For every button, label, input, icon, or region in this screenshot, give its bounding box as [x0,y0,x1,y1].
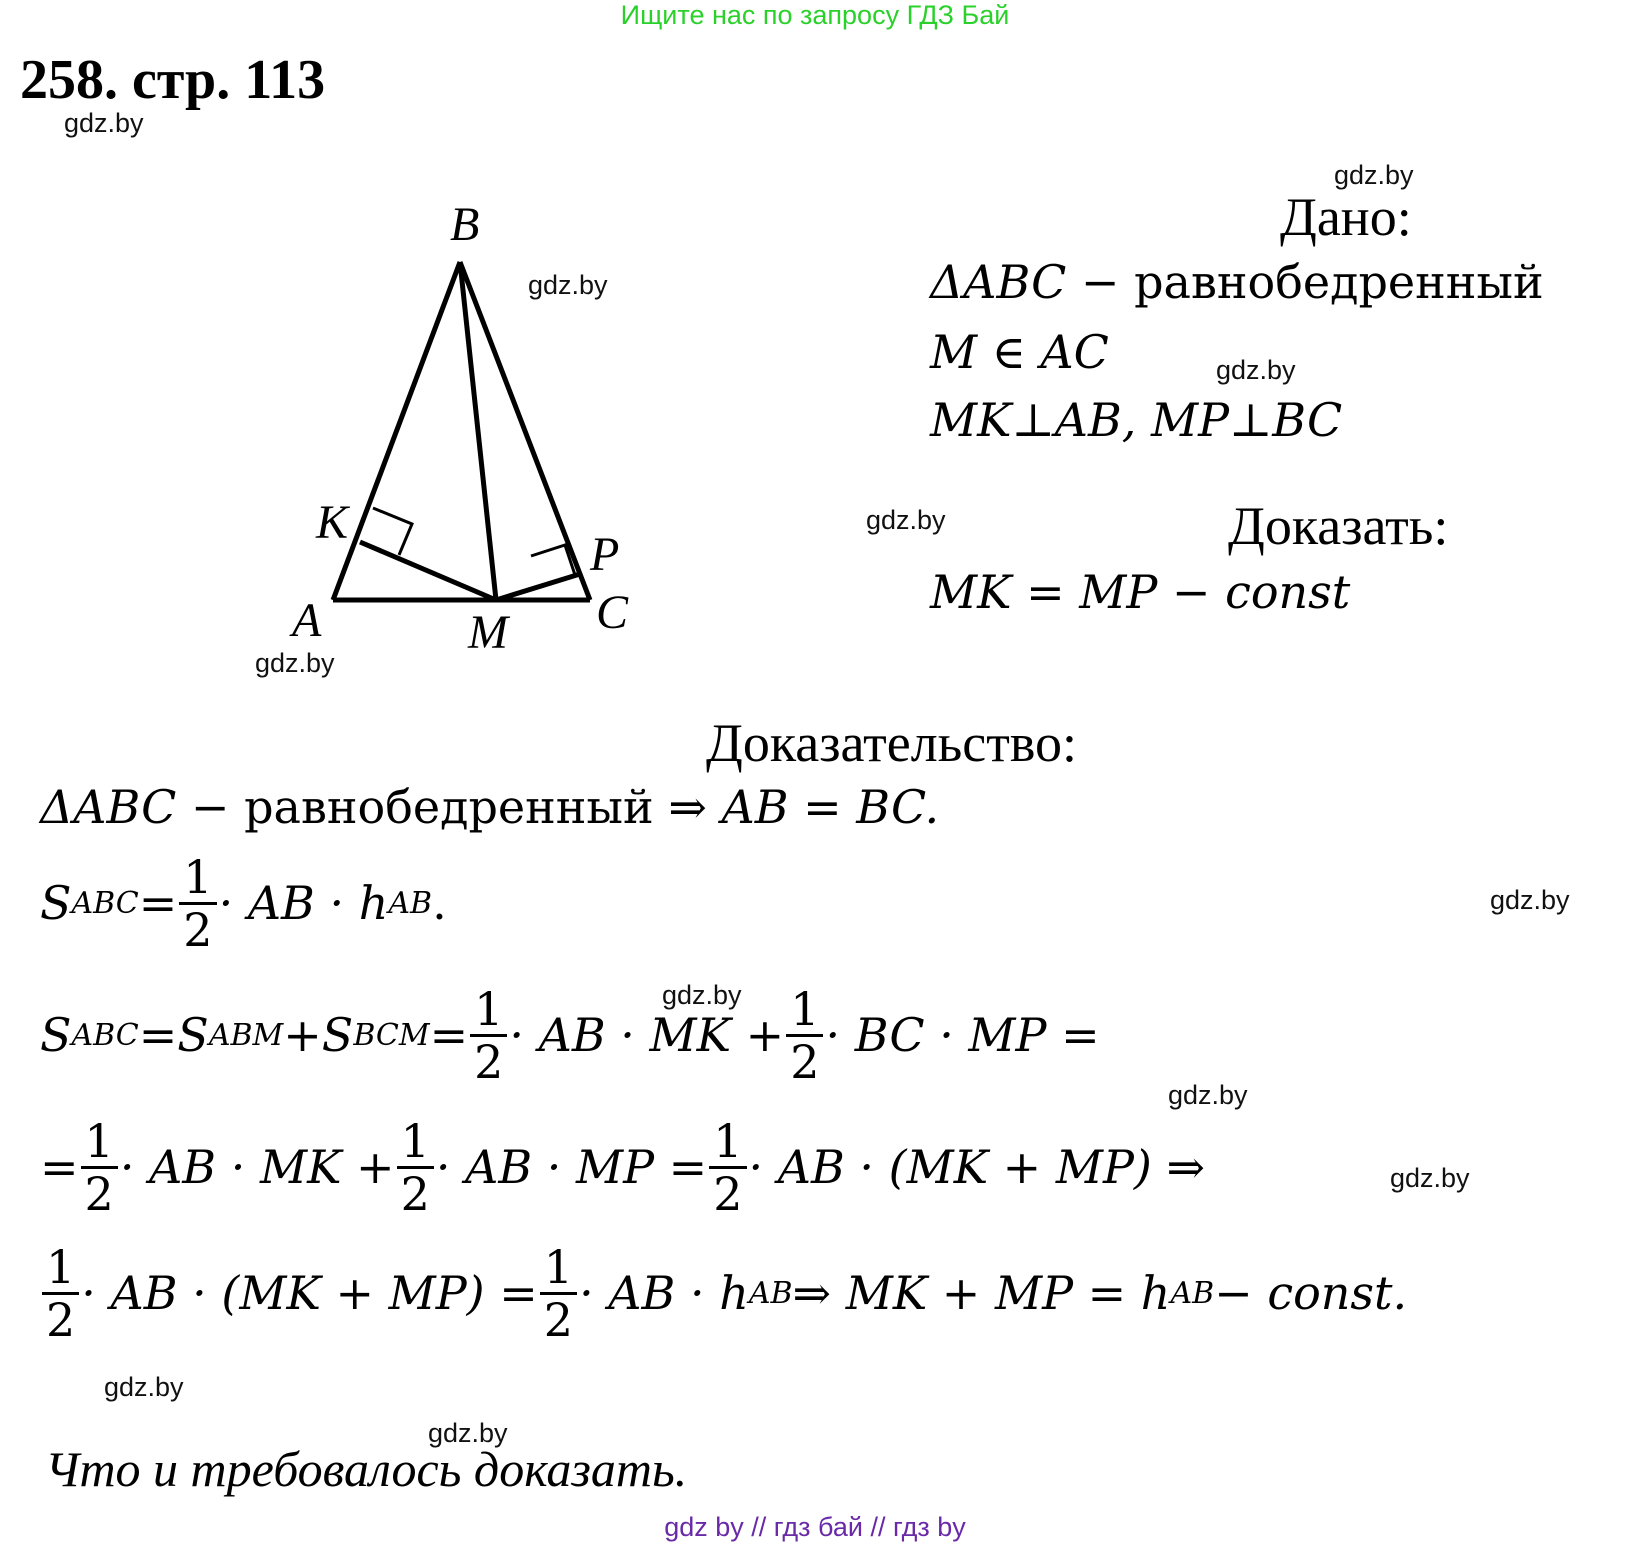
product-ab-h: · AB · h [218,876,389,930]
prove-statement: MK = MP − const [930,565,1351,619]
watermark: gdz.by [662,980,742,1010]
proof-line-4: = $\frac{1}{2}$ · AB · MK + $\frac{1}{2}$ · AB · MP = $\frac{1}{2}$ · AB · (MK + MP) ⇒ [40,1113,1206,1221]
fraction-half: $\frac{1}{2}$ [786,984,823,1087]
label-a: A [292,594,322,647]
proof-heading: Доказательство: [706,713,1077,773]
proof-line-5: $\frac{1}{2}$ · AB · (MK + MP) = $\frac{1}{2}$ · AB · h AB ⇒ MK + MP = h AB − const. [40,1248,1407,1338]
watermark: gdz.by [866,505,946,535]
given-line-2: M ∈ AC [930,325,1109,379]
given-heading: Дано: [1280,187,1412,247]
watermark: gdz.by [64,108,144,138]
given-triangle: ΔABC [930,255,1067,309]
footer-watermark: gdz by // гдз бай // гдз by [664,1512,966,1542]
given-isosceles: − равнобедренный [1066,255,1544,309]
fraction-half: $\frac{1}{2}$ [179,852,216,955]
label-m: M [468,606,508,659]
equals: = [138,876,178,930]
watermark: gdz.by [528,270,608,300]
subscript-abm: ABM [208,1017,284,1053]
given-line-1 [930,255,1544,309]
triangle-figure [0,0,700,680]
fraction-half: $\frac{1}{2}$ [470,984,507,1087]
label-k: K [316,496,349,549]
segment-mp [496,574,580,600]
watermark: gdz.by [1216,355,1296,385]
prove-heading: Доказать: [1228,496,1449,556]
label-c: C [596,586,629,639]
label-p: P [590,528,620,581]
segment-mk [360,542,496,600]
proof-triangle: ΔABC [40,780,177,834]
top-banner: Ищите нас по запросу ГДЗ Бай [620,0,1010,30]
proof-line-3: S ABC = S ABM + S BCM = $\frac{1}{2}$ · AB · MK + $\frac{1}{2}$ · BC · MP = [40,981,1100,1089]
proof-line-1 [40,780,939,834]
proof-isosceles-text: − равнобедренный ⇒ [176,780,722,834]
conclusion: Что и требовалось доказать. [45,1441,688,1497]
side-ab [333,262,460,600]
problem-title: 258. стр. 113 [20,49,326,111]
watermark: gdz.by [104,1372,184,1402]
watermark: gdz.by [255,648,335,678]
given-line-3: MK⊥AB, MP⊥BC [930,393,1343,447]
watermark: gdz.by [1334,160,1414,190]
fraction-half: $\frac{1}{2}$ [709,1116,746,1219]
subscript-ab: AB [388,885,433,921]
watermark: gdz.by [1490,885,1570,915]
symbol-s: S [40,876,72,930]
watermark: gdz.by [1168,1080,1248,1110]
fraction-half: $\frac{1}{2}$ [81,1116,118,1219]
subscript-bcm: BCM [353,1017,430,1053]
proof-line-2: S ABC = $\frac{1}{2}$ · AB · h AB . [40,849,447,957]
fraction-half: $\frac{1}{2}$ [540,1242,577,1345]
fraction-half: $\frac{1}{2}$ [42,1242,79,1345]
watermark: gdz.by [1390,1163,1470,1193]
watermark: gdz.by [428,1418,508,1448]
subscript-abc: ABC [71,885,139,921]
fraction-half: $\frac{1}{2}$ [397,1116,434,1219]
proof-ab-eq-bc: AB = BC. [721,780,940,834]
label-b: B [450,198,480,251]
